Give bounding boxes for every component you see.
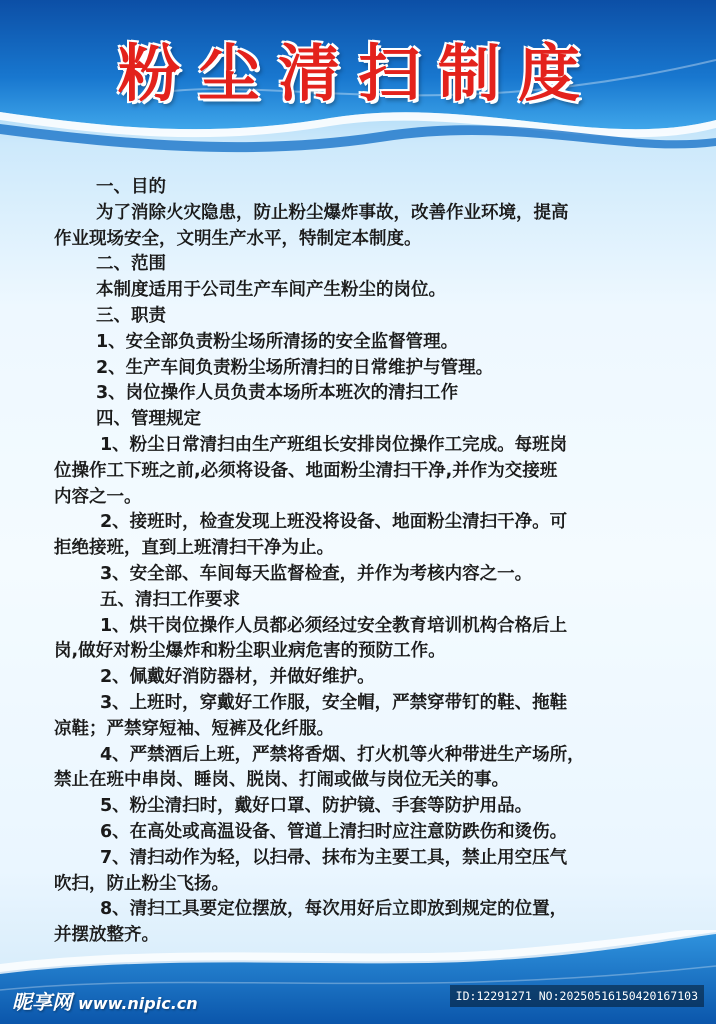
section-heading-management: 四、管理规定 — [96, 409, 201, 430]
duties-item-1: 1、安全部负责粉尘场所清扬的安全监督管理。 — [96, 331, 459, 352]
purpose-line-1: 为了消除火灾隐患，防止粉尘爆炸事故，改善作业环境，提高 — [96, 202, 569, 223]
management-item-1-line-2: 位操作工下班之前,必须将设备、地面粉尘清扫干净,并作为交接班 — [54, 460, 558, 481]
requirement-1-line-1: 1、烘干岗位操作人员都必须经过安全教育培训机构合格后上 — [100, 615, 568, 636]
requirement-3-line-2: 凉鞋；严禁穿短袖、短裤及化纤服。 — [54, 718, 334, 739]
duties-item-2: 2、生产车间负责粉尘场所清扫的日常维护与管理。 — [96, 357, 494, 378]
requirement-5: 5、粉尘清扫时，戴好口罩、防护镜、手套等防护用品。 — [100, 796, 533, 817]
requirement-4-line-1: 4、严禁酒后上班，严禁将香烟、打火机等火种带进生产场所， — [100, 744, 585, 765]
requirement-7-line-2: 吹扫，防止粉尘飞扬。 — [54, 873, 229, 894]
section-heading-purpose: 一、目的 — [96, 177, 166, 197]
requirement-8-line-2: 并摆放整齐。 — [54, 925, 159, 946]
watermark-id-tag: ID:12291271 NO:20250516150420167103 — [450, 985, 704, 1007]
management-item-1-line-1: 1、粉尘日常清扫由生产班组长安排岗位操作工完成。每班岗 — [100, 434, 568, 455]
scope-line: 本制度适用于公司生产车间产生粉尘的岗位。 — [96, 280, 446, 301]
requirement-4-line-2: 禁止在班中串岗、睡岗、脱岗、打闹或做与岗位无关的事。 — [54, 770, 509, 791]
regulation-body — [54, 175, 672, 949]
watermark-brand: 昵享网 — [12, 990, 72, 1014]
requirement-1-line-2: 岗,做好对粉尘爆炸和粉尘职业病危害的预防工作。 — [54, 641, 446, 662]
section-heading-scope: 二、范围 — [96, 254, 166, 275]
section-heading-duties: 三、职责 — [96, 305, 166, 326]
management-item-1-line-3: 内容之一。 — [54, 486, 142, 507]
management-item-3: 3、安全部、车间每天监督检查，并作为考核内容之一。 — [100, 563, 533, 584]
duties-item-3: 3、岗位操作人员负责本场所本班次的清扫工作 — [96, 383, 459, 404]
purpose-line-2: 作业现场安全，文明生产水平，特制定本制度。 — [54, 228, 422, 249]
management-item-2-line-2: 拒绝接班，直到上班清扫干净为止。 — [54, 538, 334, 559]
section-heading-requirements: 五、清扫工作要求 — [100, 589, 240, 610]
watermark-logo — [12, 986, 198, 1015]
requirement-8-line-1: 8、清扫工具要定位摆放，每次用好后立即放到规定的位置， — [100, 899, 568, 920]
requirement-7-line-1: 7、清扫动作为轻，以扫帚、抹布为主要工具，禁止用空压气 — [100, 847, 568, 868]
management-item-2-line-1: 2、接班时，检查发现上班没将设备、地面粉尘清扫干净。可 — [100, 512, 568, 533]
requirement-6: 6、在高处或高温设备、管道上清扫时应注意防跌伤和烫伤。 — [100, 821, 568, 842]
page-title: 粉尘清扫制度 — [117, 37, 598, 110]
watermark-site: www.nipic.cn — [78, 994, 198, 1013]
requirement-2: 2、佩戴好消防器材，并做好维护。 — [100, 667, 375, 688]
requirement-3-line-1: 3、上班时，穿戴好工作服，安全帽，严禁穿带钉的鞋、拖鞋 — [100, 692, 568, 713]
